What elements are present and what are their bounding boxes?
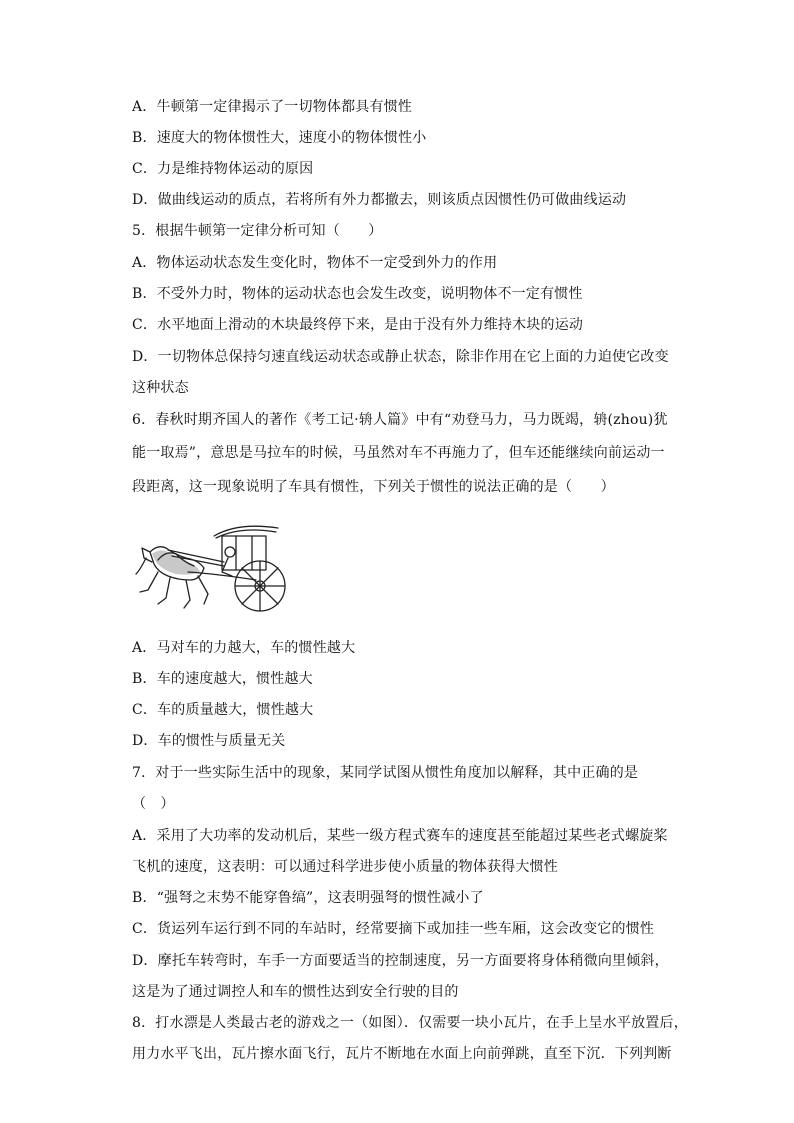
horse-chariot-illustration xyxy=(128,514,290,622)
q7-option-c: C．货运列车运行到不同的车站时，经常要摘下或加挂一些车厢，这会改变它的惯性 xyxy=(132,921,655,937)
q6-option-b: B．车的速度越大，惯性越大 xyxy=(132,671,313,687)
q6-stem-line2: 能一取焉”，意思是马拉车的时候，马虽然对车不再施力了，但车还能继续向前运动一 xyxy=(132,445,665,461)
q5-option-b: B．不受外力时，物体的运动状态也会发生改变，说明物体不一定有惯性 xyxy=(132,286,583,302)
q4-option-a: A．牛顿第一定律揭示了一切物体都具有惯性 xyxy=(132,99,413,115)
q5-option-d: D．一切物体总保持匀速直线运动状态或静止状态，除非作用在它上面的力迫使它改变 xyxy=(132,349,669,365)
horse-chariot-drawing xyxy=(128,514,290,622)
q8-stem-line1: 8．打水漂是人类最古老的游戏之一（如图）．仅需要一块小瓦片，在手上呈水平放置后， xyxy=(132,1015,688,1031)
q4-option-c: C．力是维持物体运动的原因 xyxy=(132,161,314,177)
q6-stem-line1: 6．春秋时期齐国人的著作《考工记·辀人篇》中有“劝登马力，马力既竭，辀(zhou)犹 xyxy=(132,412,668,428)
q5-option-d-cont: 这种状态 xyxy=(132,380,189,396)
q7-option-a: A．采用了大功率的发动机后，某些一级方程式赛车的速度甚至能超过某些老式螺旋桨 xyxy=(132,828,668,844)
q7-stem: 7．对于一些实际生活中的现象，某同学试图从惯性角度加以解释，其中正确的是 xyxy=(132,765,639,781)
q7-option-a-cont: 飞机的速度，这表明：可以通过科学进步使小质量的物体获得大惯性 xyxy=(132,859,558,875)
q6-option-a: A．马对车的力越大，车的惯性越大 xyxy=(132,640,356,656)
q7-option-d-cont: 这是为了通过调控人和车的惯性达到安全行驶的目的 xyxy=(132,984,459,1000)
q6-option-d: D．车的惯性与质量无关 xyxy=(132,733,286,749)
q6-option-c: C．车的质量越大，惯性越大 xyxy=(132,702,314,718)
q7-option-d: D．摩托车转弯时，车手一方面要适当的控制速度，另一方面要将身体稍微向里倾斜， xyxy=(132,953,669,969)
q7-stem-cont: （ ） xyxy=(132,796,175,812)
q7-option-b: B．“强弩之末势不能穿鲁缟”，这表明强弩的惯性减小了 xyxy=(132,890,484,906)
q6-stem-line3: 段距离，这一现象说明了车具有惯性，下列关于惯性的说法正确的是（ ） xyxy=(132,479,615,495)
q4-option-d: D．做曲线运动的质点，若将所有外力都撤去，则该质点因惯性仍可做曲线运动 xyxy=(132,192,627,208)
q5-option-a: A．物体运动状态发生变化时，物体不一定受到外力的作用 xyxy=(132,255,498,271)
q5-stem: 5．根据牛顿第一定律分析可知（ ） xyxy=(132,223,383,239)
q5-option-c: C．水平地面上滑动的木块最终停下来，是由于没有外力维持木块的运动 xyxy=(132,317,584,333)
q8-stem-line2: 用力水平飞出，瓦片擦水面飞行，瓦片不断地在水面上向前弹跳，直至下沉．下列判断 xyxy=(132,1046,672,1062)
q4-option-b: B．速度大的物体惯性大，速度小的物体惯性小 xyxy=(132,130,427,146)
